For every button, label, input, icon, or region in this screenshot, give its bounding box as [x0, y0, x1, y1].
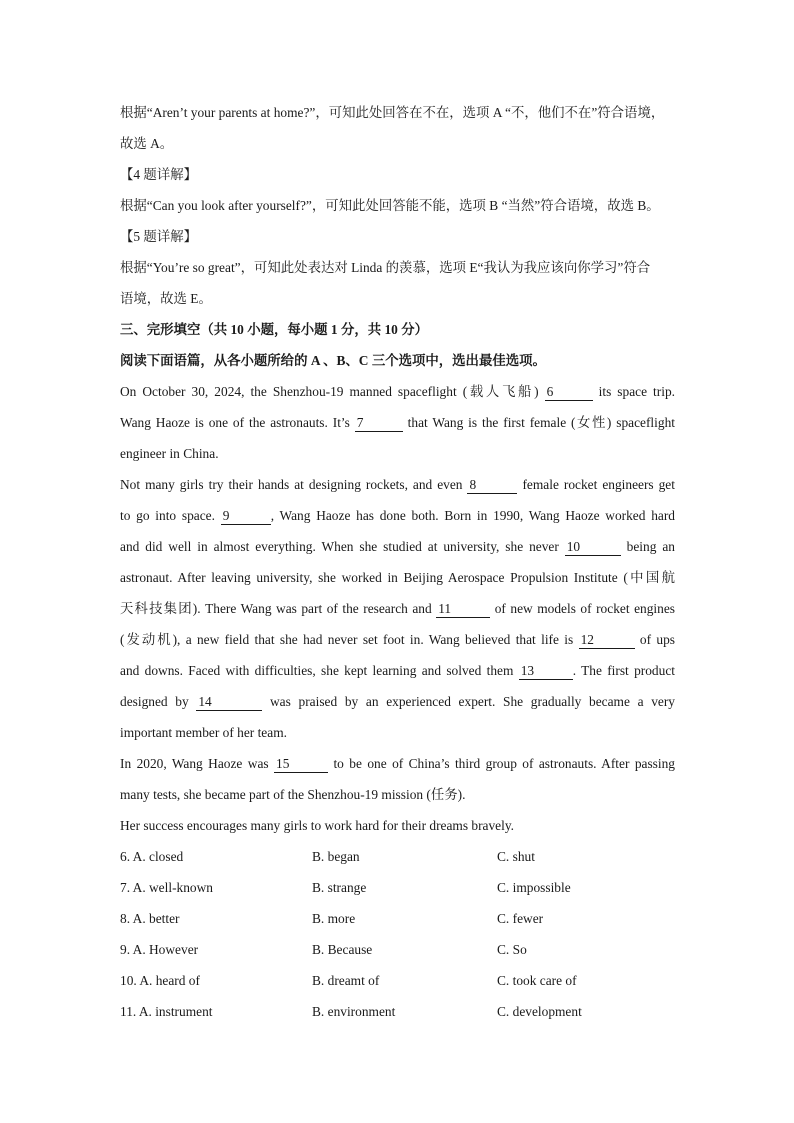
passage-text: its space trip. [598, 384, 676, 399]
analysis-q4-line1: 根据“Can you look after yourself?”，可知此处回答能不能，选项 B “当然”符合语境，故选 B。 [120, 198, 660, 213]
option-a: 10. A. heard of [120, 973, 200, 988]
option-b: B. more [312, 911, 356, 926]
passage-text: On October 30, 2024, the Shenzhou-19 manned spaceflight (载人飞船) [120, 384, 539, 399]
option-row [120, 903, 675, 934]
option-a: 8. A. better [120, 911, 180, 926]
blank-11: 11 [436, 601, 490, 618]
analysis-q5-line2: 语境，故选 E。 [120, 291, 212, 306]
analysis-q4-title: 【4 题详解】 [120, 167, 197, 182]
option-c: C. So [497, 942, 527, 957]
option-c: C. impossible [497, 880, 571, 895]
option-c: C. development [497, 1004, 582, 1019]
passage-line [120, 500, 675, 531]
passage-line: engineer in China. [120, 446, 219, 461]
blank-10: 10 [565, 539, 621, 556]
passage-text: designed by [120, 694, 189, 709]
passage-line [120, 624, 675, 655]
passage-text: . The first product [572, 663, 675, 678]
option-a: 6. A. closed [120, 849, 184, 864]
passage-line [120, 748, 675, 779]
blank-13: 13 [519, 663, 573, 680]
passage-line [120, 531, 675, 562]
analysis-q5-line1: 根据“You’re so great”，可知此处表达对 Linda 的羡慕，选项 E“我认为我应该向你学习”符合 [120, 260, 651, 275]
option-row [120, 934, 675, 965]
option-c: C. took care of [497, 973, 577, 988]
passage-line: Her success encourages many girls to work hard for their dreams bravely. [120, 818, 515, 833]
passage-text: In 2020, Wang Haoze was [120, 756, 269, 771]
option-b: B. dreamt of [312, 973, 380, 988]
passage-line [120, 593, 675, 624]
analysis-q3-line1: 根据“Aren’t your parents at home?”，可知此处回答在不在，选项 A “不，他们不在”符合语境， [120, 105, 665, 120]
blank-7: 7 [355, 415, 403, 432]
option-row [120, 996, 675, 1027]
passage-text: of new models of rocket engines [494, 601, 675, 616]
analysis-q3-line2: 故选 A。 [120, 136, 174, 151]
passage-text: Not many girls try their hands at designing rockets, and even [120, 477, 463, 492]
option-a: 9. A. However [120, 942, 199, 957]
passage-line [120, 469, 675, 500]
option-row [120, 965, 675, 996]
blank-6: 6 [545, 384, 593, 401]
section-heading: 三、完形填空（共 10 小题，每小题 1 分，共 10 分） [120, 322, 428, 337]
passage-text: (发动机), a new field that she had never set foot in. Wang believed that life is [120, 632, 574, 647]
passage-text: being an [626, 539, 675, 554]
document-page [120, 97, 675, 1027]
passage-line: astronaut. After leaving university, she worked in Beijing Aerospace Propulsion Institute (中国航 [120, 570, 675, 585]
option-b: B. began [312, 849, 360, 864]
passage-text: 天科技集团). There Wang was part of the research and [120, 601, 432, 616]
blank-8: 8 [467, 477, 517, 494]
option-c: C. fewer [497, 911, 544, 926]
passage-text: female rocket engineers get [522, 477, 675, 492]
option-b: B. Because [312, 942, 373, 957]
analysis-q5-title: 【5 题详解】 [120, 229, 197, 244]
passage-text: that Wang is the first female (女性) spaceflight [407, 415, 675, 430]
options-list [120, 841, 675, 1027]
passage-line [120, 686, 675, 717]
passage-line: many tests, she became part of the Shenzhou-19 mission (任务). [120, 787, 466, 802]
blank-14: 14 [196, 694, 262, 711]
section-instruction: 阅读下面语篇，从各小题所给的 A 、B、C 三个选项中，选出最佳选项。 [120, 353, 546, 368]
passage-text: was praised by an experienced expert. She gradually became a very [270, 694, 675, 709]
blank-9: 9 [221, 508, 271, 525]
option-a: 7. A. well-known [120, 880, 213, 895]
option-row [120, 872, 675, 903]
passage-text: Wang Haoze is one of the astronauts. It’s [120, 415, 350, 430]
passage-line [120, 376, 675, 407]
passage-line [120, 655, 675, 686]
passage-text: and downs. Faced with difficulties, she kept learning and solved them [120, 663, 514, 678]
passage-text: to go into space. [120, 508, 215, 523]
option-c: C. shut [497, 849, 535, 864]
option-b: B. environment [312, 1004, 396, 1019]
option-a: 11. A. instrument [120, 1004, 213, 1019]
option-b: B. strange [312, 880, 367, 895]
passage-text: to be one of China’s third group of astronauts. After passing [333, 756, 676, 771]
passage-line [120, 407, 675, 438]
blank-15: 15 [274, 756, 328, 773]
blank-12: 12 [579, 632, 635, 649]
passage-line: important member of her team. [120, 725, 287, 740]
passage-text: , Wang Haoze has done both. Born in 1990, Wang Haoze worked hard [270, 508, 675, 523]
passage-text: and did well in almost everything. When she studied at university, she never [120, 539, 559, 554]
passage-text: of ups [639, 632, 675, 647]
option-row [120, 841, 675, 872]
